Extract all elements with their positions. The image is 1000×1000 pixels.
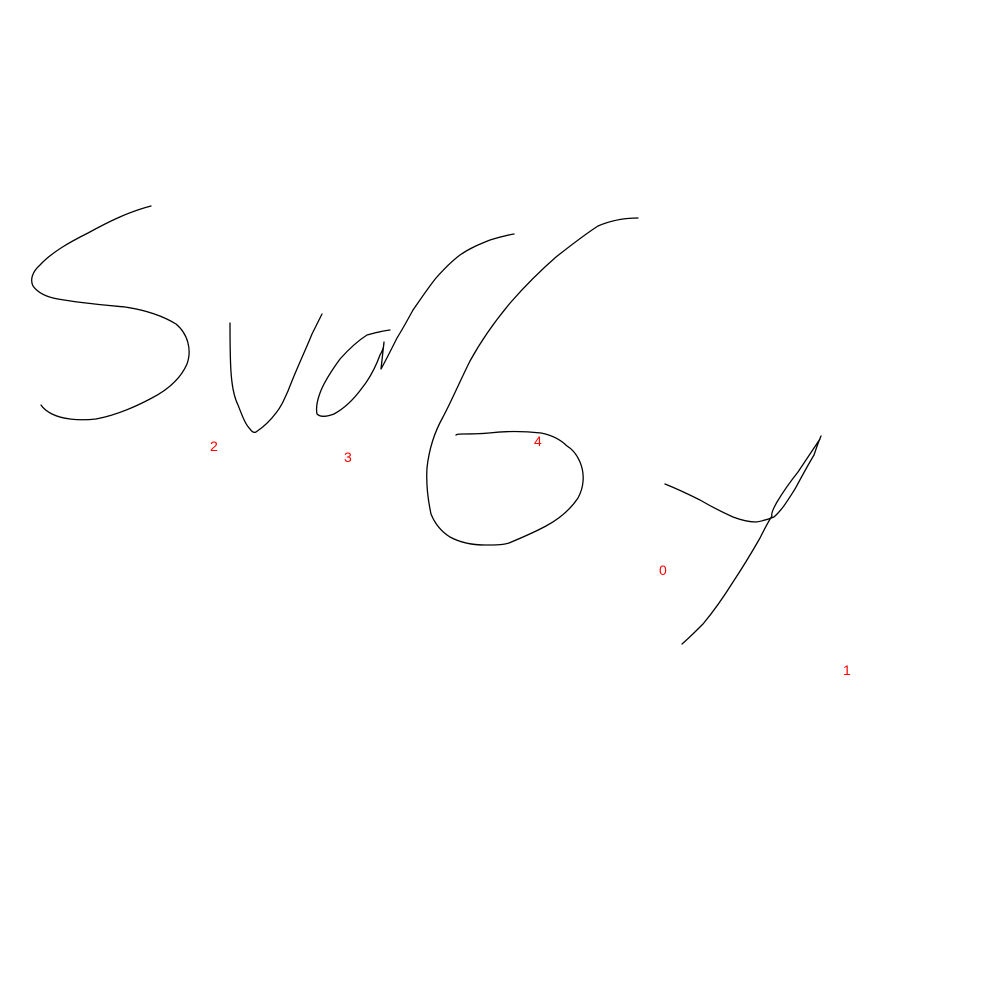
stroke-label-2: 2 <box>210 438 218 454</box>
stroke-y-tail <box>682 439 820 644</box>
stroke-a-tail <box>413 234 514 310</box>
stroke-label-1: 1 <box>843 662 851 678</box>
stroke-a <box>317 310 413 416</box>
stroke-label-4: 4 <box>534 433 542 449</box>
stroke-six <box>427 218 638 545</box>
stroke-s <box>32 206 189 420</box>
stroke-labels <box>210 433 851 678</box>
stroke-label-0: 0 <box>659 562 667 578</box>
stroke-v <box>230 314 322 432</box>
stroke-label-3: 3 <box>344 449 352 465</box>
stroke-y-arm <box>665 436 821 522</box>
ink-strokes <box>32 206 821 644</box>
